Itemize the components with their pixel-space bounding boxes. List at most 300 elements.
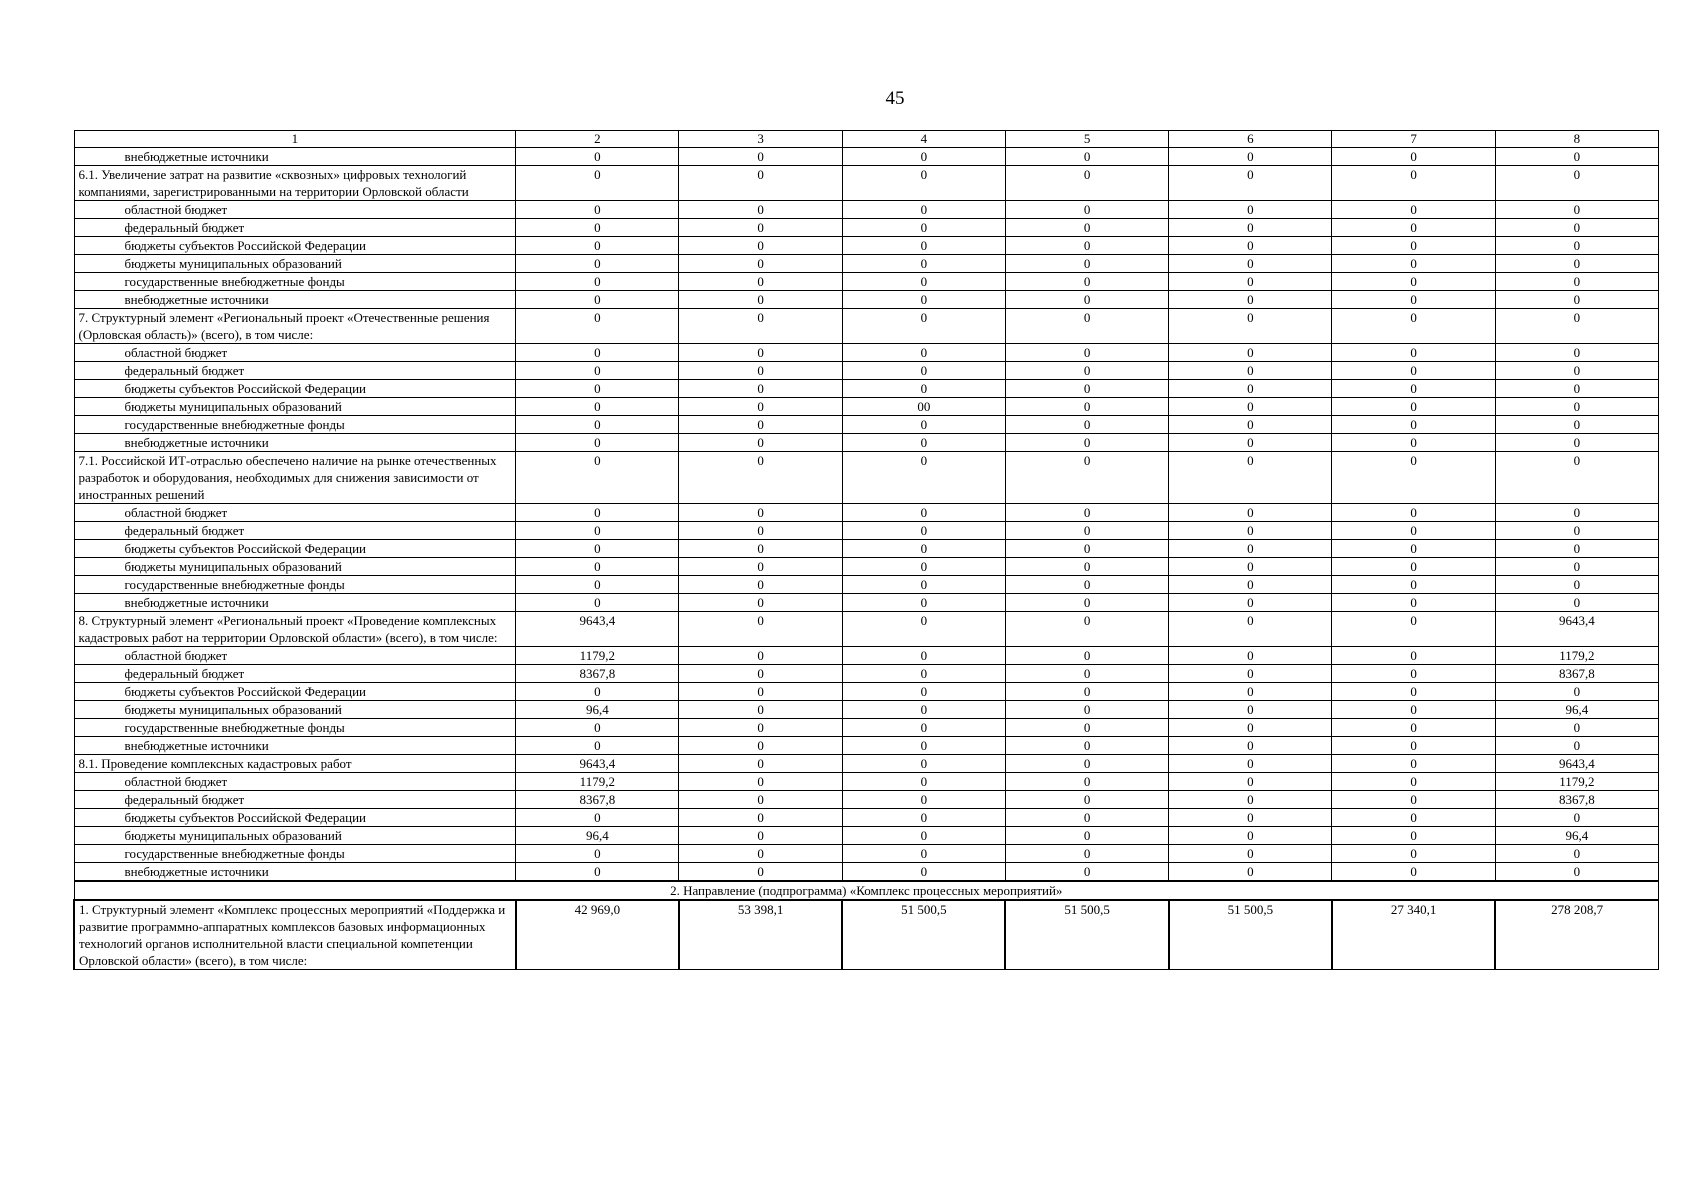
value-cell: 0 bbox=[1005, 255, 1168, 273]
value-cell: 0 bbox=[679, 273, 842, 291]
row-label: государственные внебюджетные фонды bbox=[74, 845, 516, 863]
value-cell: 0 bbox=[842, 719, 1005, 737]
value-cell: 0 bbox=[1495, 219, 1658, 237]
value-cell: 0 bbox=[1495, 237, 1658, 255]
table-row bbox=[74, 737, 1659, 755]
budget-table bbox=[73, 130, 1659, 970]
section-heading: 2. Направление (подпрограмма) «Комплекс процессных мероприятий» bbox=[74, 881, 1659, 900]
row-label: бюджеты субъектов Российской Федерации bbox=[74, 809, 516, 827]
value-cell: 0 bbox=[1332, 683, 1495, 701]
value-cell: 0 bbox=[1495, 201, 1658, 219]
value-cell: 0 bbox=[1169, 755, 1332, 773]
value-cell: 0 bbox=[1169, 344, 1332, 362]
value-cell: 0 bbox=[679, 773, 842, 791]
value-cell: 0 bbox=[679, 827, 842, 845]
value-cell: 0 bbox=[679, 576, 842, 594]
table-row bbox=[74, 398, 1659, 416]
value-cell: 0 bbox=[1169, 558, 1332, 576]
value-cell: 8367,8 bbox=[1495, 665, 1658, 683]
value-cell: 0 bbox=[679, 237, 842, 255]
table-row bbox=[74, 522, 1659, 540]
value-cell: 0 bbox=[679, 148, 842, 166]
row-label: областной бюджет bbox=[74, 773, 516, 791]
value-cell: 0 bbox=[842, 737, 1005, 755]
value-cell: 0 bbox=[1495, 166, 1658, 201]
table-row bbox=[74, 452, 1659, 504]
value-cell: 00 bbox=[842, 398, 1005, 416]
row-label: 6.1. Увеличение затрат на развитие «сквозных» цифровых технологий компаниями, зарегистрированными на территории Орловской области bbox=[74, 166, 516, 201]
table-row bbox=[74, 504, 1659, 522]
value-cell: 0 bbox=[1332, 612, 1495, 647]
table-row bbox=[74, 219, 1659, 237]
table-row bbox=[74, 791, 1659, 809]
value-cell: 0 bbox=[1332, 647, 1495, 665]
value-cell: 0 bbox=[842, 576, 1005, 594]
value-cell: 0 bbox=[1332, 791, 1495, 809]
value-cell: 0 bbox=[1169, 362, 1332, 380]
table-row bbox=[74, 148, 1659, 166]
value-cell: 0 bbox=[1005, 273, 1168, 291]
value-cell: 0 bbox=[1332, 809, 1495, 827]
value-cell: 0 bbox=[842, 612, 1005, 647]
row-label: областной бюджет bbox=[74, 504, 516, 522]
value-cell: 96,4 bbox=[1495, 701, 1658, 719]
value-cell: 0 bbox=[1495, 398, 1658, 416]
table-row bbox=[74, 576, 1659, 594]
value-cell: 0 bbox=[842, 362, 1005, 380]
value-cell: 0 bbox=[1005, 344, 1168, 362]
value-cell: 0 bbox=[842, 416, 1005, 434]
value-cell: 0 bbox=[516, 344, 679, 362]
table-row bbox=[74, 273, 1659, 291]
value-cell: 0 bbox=[842, 344, 1005, 362]
value-cell: 0 bbox=[1005, 362, 1168, 380]
value-cell: 8367,8 bbox=[516, 665, 679, 683]
value-cell: 0 bbox=[1332, 255, 1495, 273]
value-cell: 0 bbox=[842, 845, 1005, 863]
row-label: федеральный бюджет bbox=[74, 219, 516, 237]
value-cell: 0 bbox=[1332, 201, 1495, 219]
value-cell: 0 bbox=[1495, 504, 1658, 522]
value-cell: 0 bbox=[1005, 845, 1168, 863]
value-cell: 0 bbox=[679, 201, 842, 219]
value-cell: 0 bbox=[679, 309, 842, 344]
value-cell: 96,4 bbox=[516, 827, 679, 845]
value-cell: 0 bbox=[1005, 291, 1168, 309]
value-cell: 0 bbox=[1169, 665, 1332, 683]
value-cell: 51 500,5 bbox=[842, 900, 1005, 970]
value-cell: 0 bbox=[679, 809, 842, 827]
value-cell: 0 bbox=[516, 255, 679, 273]
value-cell: 9643,4 bbox=[1495, 755, 1658, 773]
value-cell: 0 bbox=[516, 291, 679, 309]
value-cell: 0 bbox=[1169, 737, 1332, 755]
value-cell: 0 bbox=[1332, 380, 1495, 398]
value-cell: 0 bbox=[1005, 452, 1168, 504]
value-cell: 8367,8 bbox=[516, 791, 679, 809]
table-body bbox=[74, 131, 1659, 970]
row-label: областной бюджет bbox=[74, 647, 516, 665]
row-label: бюджеты субъектов Российской Федерации bbox=[74, 540, 516, 558]
table-row bbox=[74, 863, 1659, 882]
column-number-header: 4 bbox=[842, 131, 1005, 148]
value-cell: 9643,4 bbox=[516, 612, 679, 647]
value-cell: 0 bbox=[1332, 166, 1495, 201]
row-label: 7.1. Российской ИТ-отраслью обеспечено наличие на рынке отечественных разработок и оборудования, необходимых для снижения зависимости от иностранных решений bbox=[74, 452, 516, 504]
table-row bbox=[74, 255, 1659, 273]
row-label: государственные внебюджетные фонды bbox=[74, 576, 516, 594]
value-cell: 0 bbox=[842, 166, 1005, 201]
value-cell: 0 bbox=[1005, 201, 1168, 219]
value-cell: 0 bbox=[1332, 594, 1495, 612]
value-cell: 0 bbox=[1332, 773, 1495, 791]
value-cell: 0 bbox=[1169, 791, 1332, 809]
value-cell: 51 500,5 bbox=[1169, 900, 1332, 970]
value-cell: 0 bbox=[1005, 416, 1168, 434]
value-cell: 0 bbox=[842, 522, 1005, 540]
value-cell: 0 bbox=[1005, 522, 1168, 540]
value-cell: 0 bbox=[516, 273, 679, 291]
value-cell: 0 bbox=[1495, 683, 1658, 701]
value-cell: 0 bbox=[1005, 309, 1168, 344]
value-cell: 0 bbox=[1332, 845, 1495, 863]
value-cell: 0 bbox=[1332, 309, 1495, 344]
value-cell: 0 bbox=[1332, 273, 1495, 291]
value-cell: 0 bbox=[1005, 755, 1168, 773]
value-cell: 0 bbox=[679, 845, 842, 863]
row-label: государственные внебюджетные фонды bbox=[74, 416, 516, 434]
value-cell: 0 bbox=[842, 434, 1005, 452]
value-cell: 0 bbox=[1005, 504, 1168, 522]
value-cell: 0 bbox=[516, 540, 679, 558]
value-cell: 0 bbox=[842, 291, 1005, 309]
value-cell: 0 bbox=[1332, 344, 1495, 362]
value-cell: 0 bbox=[679, 665, 842, 683]
value-cell: 0 bbox=[1169, 380, 1332, 398]
value-cell: 0 bbox=[1332, 219, 1495, 237]
value-cell: 0 bbox=[1495, 291, 1658, 309]
value-cell: 0 bbox=[679, 558, 842, 576]
value-cell: 51 500,5 bbox=[1005, 900, 1168, 970]
value-cell: 0 bbox=[1005, 827, 1168, 845]
value-cell: 0 bbox=[1332, 237, 1495, 255]
value-cell: 0 bbox=[842, 558, 1005, 576]
value-cell: 0 bbox=[1169, 594, 1332, 612]
value-cell: 0 bbox=[842, 827, 1005, 845]
table-row bbox=[74, 647, 1659, 665]
table-row bbox=[74, 344, 1659, 362]
row-label: внебюджетные источники bbox=[74, 594, 516, 612]
value-cell: 0 bbox=[1005, 612, 1168, 647]
value-cell: 0 bbox=[1332, 719, 1495, 737]
table-row bbox=[74, 416, 1659, 434]
value-cell: 0 bbox=[679, 755, 842, 773]
value-cell: 0 bbox=[1169, 416, 1332, 434]
value-cell: 0 bbox=[1005, 434, 1168, 452]
value-cell: 0 bbox=[1169, 398, 1332, 416]
table-row bbox=[74, 362, 1659, 380]
value-cell: 0 bbox=[1495, 522, 1658, 540]
section-heading-row bbox=[74, 881, 1659, 900]
value-cell: 0 bbox=[1495, 594, 1658, 612]
value-cell: 0 bbox=[516, 452, 679, 504]
value-cell: 0 bbox=[516, 737, 679, 755]
value-cell: 0 bbox=[1495, 416, 1658, 434]
value-cell: 0 bbox=[1169, 863, 1332, 882]
value-cell: 0 bbox=[1169, 522, 1332, 540]
table-row bbox=[74, 773, 1659, 791]
value-cell: 0 bbox=[516, 166, 679, 201]
value-cell: 0 bbox=[1332, 665, 1495, 683]
value-cell: 0 bbox=[1169, 845, 1332, 863]
row-label: государственные внебюджетные фонды bbox=[74, 719, 516, 737]
table-row bbox=[74, 594, 1659, 612]
row-label: областной бюджет bbox=[74, 201, 516, 219]
value-cell: 0 bbox=[516, 380, 679, 398]
value-cell: 0 bbox=[842, 773, 1005, 791]
value-cell: 0 bbox=[842, 452, 1005, 504]
value-cell: 0 bbox=[842, 594, 1005, 612]
value-cell: 0 bbox=[1495, 434, 1658, 452]
value-cell: 0 bbox=[1495, 809, 1658, 827]
value-cell: 27 340,1 bbox=[1332, 900, 1495, 970]
value-cell: 0 bbox=[1169, 719, 1332, 737]
value-cell: 0 bbox=[1005, 237, 1168, 255]
value-cell: 1179,2 bbox=[516, 647, 679, 665]
value-cell: 0 bbox=[1169, 540, 1332, 558]
row-label: государственные внебюджетные фонды bbox=[74, 273, 516, 291]
value-cell: 0 bbox=[679, 344, 842, 362]
table-row bbox=[74, 309, 1659, 344]
value-cell: 0 bbox=[1495, 273, 1658, 291]
value-cell: 0 bbox=[679, 416, 842, 434]
value-cell: 0 bbox=[1169, 148, 1332, 166]
row-label: внебюджетные источники bbox=[74, 291, 516, 309]
value-cell: 0 bbox=[1332, 755, 1495, 773]
value-cell: 0 bbox=[1169, 219, 1332, 237]
value-cell: 0 bbox=[1495, 344, 1658, 362]
row-label: федеральный бюджет bbox=[74, 362, 516, 380]
value-cell: 0 bbox=[1332, 701, 1495, 719]
row-label: бюджеты субъектов Российской Федерации bbox=[74, 683, 516, 701]
value-cell: 0 bbox=[1169, 773, 1332, 791]
value-cell: 8367,8 bbox=[1495, 791, 1658, 809]
value-cell: 0 bbox=[1005, 863, 1168, 882]
column-number-header: 5 bbox=[1005, 131, 1168, 148]
value-cell: 0 bbox=[1169, 827, 1332, 845]
table-row bbox=[74, 900, 1659, 970]
value-cell: 0 bbox=[842, 647, 1005, 665]
row-label: внебюджетные источники bbox=[74, 434, 516, 452]
value-cell: 0 bbox=[1332, 398, 1495, 416]
value-cell: 0 bbox=[516, 504, 679, 522]
value-cell: 278 208,7 bbox=[1495, 900, 1658, 970]
value-cell: 0 bbox=[1005, 380, 1168, 398]
table-row bbox=[74, 434, 1659, 452]
value-cell: 0 bbox=[842, 540, 1005, 558]
value-cell: 0 bbox=[1005, 809, 1168, 827]
value-cell: 0 bbox=[679, 255, 842, 273]
row-label: бюджеты муниципальных образований bbox=[74, 701, 516, 719]
value-cell: 0 bbox=[516, 148, 679, 166]
value-cell: 0 bbox=[679, 737, 842, 755]
value-cell: 0 bbox=[1005, 773, 1168, 791]
value-cell: 0 bbox=[1495, 540, 1658, 558]
value-cell: 0 bbox=[1332, 452, 1495, 504]
value-cell: 0 bbox=[1495, 845, 1658, 863]
row-label: бюджеты муниципальных образований bbox=[74, 255, 516, 273]
table-row bbox=[74, 380, 1659, 398]
value-cell: 0 bbox=[1169, 237, 1332, 255]
value-cell: 0 bbox=[1332, 737, 1495, 755]
value-cell: 0 bbox=[1332, 576, 1495, 594]
value-cell: 0 bbox=[679, 522, 842, 540]
table-row bbox=[74, 845, 1659, 863]
value-cell: 0 bbox=[516, 522, 679, 540]
row-label: 8. Структурный элемент «Региональный проект «Проведение комплексных кадастровых работ на территории Орловской области» (всего), в том числе: bbox=[74, 612, 516, 647]
value-cell: 0 bbox=[1005, 737, 1168, 755]
value-cell: 0 bbox=[842, 809, 1005, 827]
table-row bbox=[74, 665, 1659, 683]
value-cell: 0 bbox=[679, 683, 842, 701]
value-cell: 0 bbox=[679, 791, 842, 809]
value-cell: 0 bbox=[679, 719, 842, 737]
value-cell: 0 bbox=[1495, 309, 1658, 344]
value-cell: 0 bbox=[842, 755, 1005, 773]
value-cell: 0 bbox=[679, 612, 842, 647]
value-cell: 0 bbox=[679, 362, 842, 380]
row-label: 8.1. Проведение комплексных кадастровых работ bbox=[74, 755, 516, 773]
value-cell: 0 bbox=[842, 148, 1005, 166]
table-row bbox=[74, 827, 1659, 845]
table-row bbox=[74, 755, 1659, 773]
value-cell: 0 bbox=[1005, 558, 1168, 576]
table-row bbox=[74, 201, 1659, 219]
value-cell: 1179,2 bbox=[1495, 647, 1658, 665]
row-label: бюджеты муниципальных образований bbox=[74, 558, 516, 576]
column-number-header-row bbox=[74, 131, 1659, 148]
value-cell: 0 bbox=[516, 219, 679, 237]
table-row bbox=[74, 809, 1659, 827]
value-cell: 0 bbox=[1005, 594, 1168, 612]
value-cell: 0 bbox=[516, 201, 679, 219]
value-cell: 0 bbox=[842, 255, 1005, 273]
column-number-header: 2 bbox=[516, 131, 679, 148]
value-cell: 0 bbox=[1005, 219, 1168, 237]
value-cell: 0 bbox=[1169, 809, 1332, 827]
table-row bbox=[74, 683, 1659, 701]
value-cell: 0 bbox=[1005, 398, 1168, 416]
value-cell: 0 bbox=[1169, 683, 1332, 701]
column-number-header: 6 bbox=[1169, 131, 1332, 148]
value-cell: 0 bbox=[842, 273, 1005, 291]
value-cell: 0 bbox=[1332, 148, 1495, 166]
row-label: 7. Структурный элемент «Региональный проект «Отечественные решения (Орловская область)» (всего), в том числе: bbox=[74, 309, 516, 344]
value-cell: 0 bbox=[516, 576, 679, 594]
value-cell: 0 bbox=[842, 683, 1005, 701]
value-cell: 0 bbox=[516, 434, 679, 452]
row-label: федеральный бюджет bbox=[74, 522, 516, 540]
value-cell: 0 bbox=[1169, 273, 1332, 291]
table-row bbox=[74, 612, 1659, 647]
value-cell: 0 bbox=[1005, 665, 1168, 683]
value-cell: 0 bbox=[1332, 863, 1495, 882]
row-label: бюджеты субъектов Российской Федерации bbox=[74, 237, 516, 255]
value-cell: 0 bbox=[679, 452, 842, 504]
value-cell: 0 bbox=[1005, 683, 1168, 701]
value-cell: 0 bbox=[1495, 362, 1658, 380]
value-cell: 0 bbox=[679, 863, 842, 882]
value-cell: 0 bbox=[1169, 434, 1332, 452]
value-cell: 9643,4 bbox=[1495, 612, 1658, 647]
value-cell: 0 bbox=[1005, 719, 1168, 737]
column-number-header: 3 bbox=[679, 131, 842, 148]
row-label: федеральный бюджет bbox=[74, 791, 516, 809]
value-cell: 0 bbox=[842, 219, 1005, 237]
value-cell: 0 bbox=[1332, 504, 1495, 522]
value-cell: 0 bbox=[516, 683, 679, 701]
value-cell: 0 bbox=[1495, 558, 1658, 576]
value-cell: 1179,2 bbox=[1495, 773, 1658, 791]
value-cell: 0 bbox=[1332, 434, 1495, 452]
value-cell: 0 bbox=[679, 291, 842, 309]
value-cell: 0 bbox=[679, 380, 842, 398]
value-cell: 0 bbox=[516, 398, 679, 416]
value-cell: 0 bbox=[1005, 647, 1168, 665]
value-cell: 1179,2 bbox=[516, 773, 679, 791]
value-cell: 0 bbox=[1332, 827, 1495, 845]
value-cell: 0 bbox=[679, 594, 842, 612]
value-cell: 0 bbox=[1169, 201, 1332, 219]
value-cell: 0 bbox=[842, 380, 1005, 398]
value-cell: 0 bbox=[1169, 166, 1332, 201]
table-row bbox=[74, 237, 1659, 255]
value-cell: 9643,4 bbox=[516, 755, 679, 773]
row-label: внебюджетные источники bbox=[74, 737, 516, 755]
value-cell: 0 bbox=[679, 219, 842, 237]
value-cell: 0 bbox=[1005, 576, 1168, 594]
value-cell: 0 bbox=[1332, 558, 1495, 576]
value-cell: 0 bbox=[516, 594, 679, 612]
value-cell: 0 bbox=[842, 791, 1005, 809]
value-cell: 0 bbox=[1495, 380, 1658, 398]
value-cell: 0 bbox=[1005, 701, 1168, 719]
table-row bbox=[74, 701, 1659, 719]
value-cell: 0 bbox=[842, 237, 1005, 255]
column-number-header: 1 bbox=[74, 131, 516, 148]
value-cell: 0 bbox=[1495, 576, 1658, 594]
value-cell: 42 969,0 bbox=[516, 900, 679, 970]
value-cell: 0 bbox=[1495, 255, 1658, 273]
value-cell: 0 bbox=[679, 540, 842, 558]
row-label: областной бюджет bbox=[74, 344, 516, 362]
value-cell: 0 bbox=[1169, 291, 1332, 309]
value-cell: 0 bbox=[1495, 452, 1658, 504]
value-cell: 0 bbox=[1332, 362, 1495, 380]
value-cell: 0 bbox=[1169, 255, 1332, 273]
value-cell: 0 bbox=[679, 647, 842, 665]
value-cell: 0 bbox=[1332, 291, 1495, 309]
column-number-header: 7 bbox=[1332, 131, 1495, 148]
value-cell: 0 bbox=[516, 309, 679, 344]
table-row bbox=[74, 291, 1659, 309]
value-cell: 0 bbox=[1169, 612, 1332, 647]
value-cell: 0 bbox=[516, 845, 679, 863]
value-cell: 0 bbox=[516, 362, 679, 380]
table-row bbox=[74, 166, 1659, 201]
table-row bbox=[74, 558, 1659, 576]
value-cell: 0 bbox=[842, 201, 1005, 219]
